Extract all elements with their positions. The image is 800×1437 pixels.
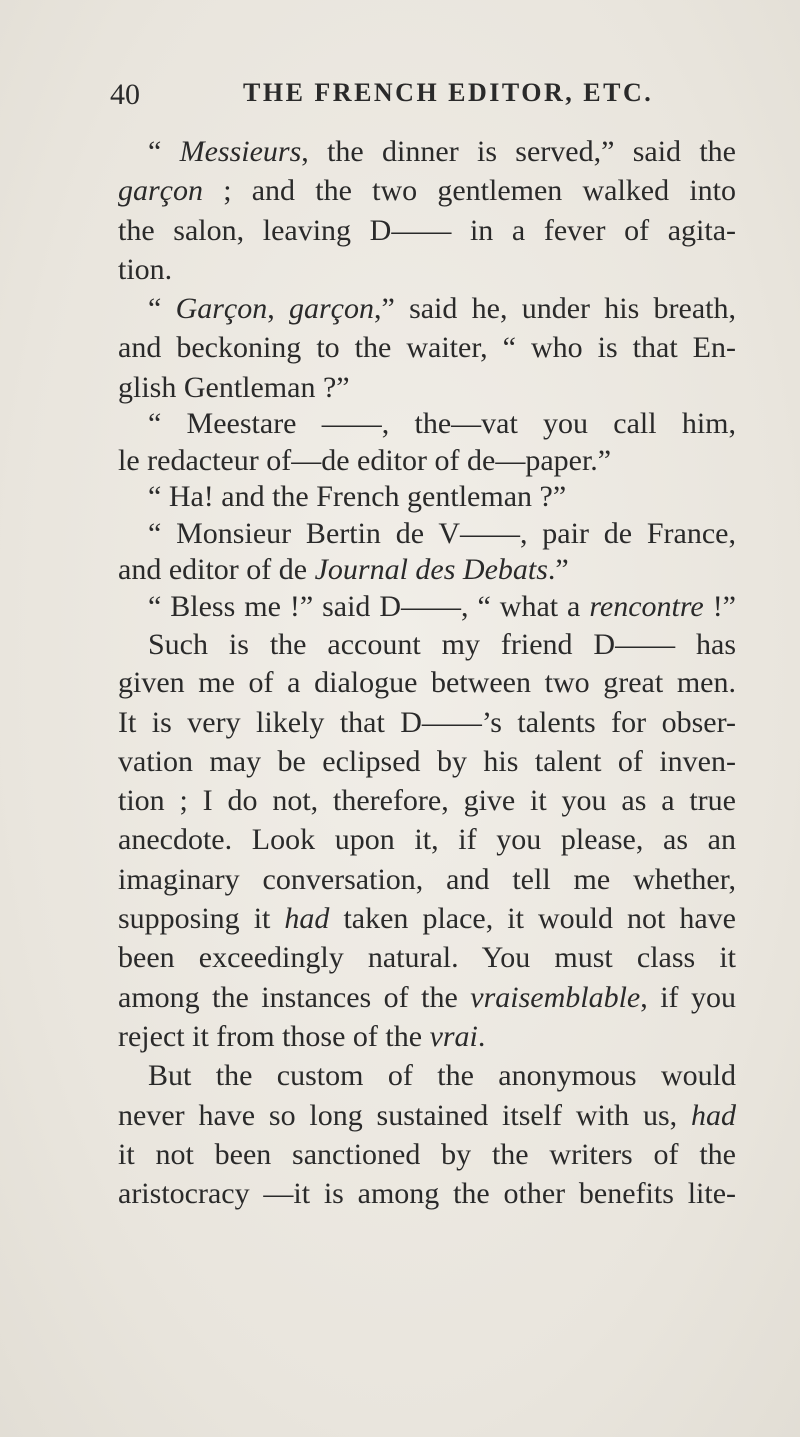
text-line: “ Ha! and the French gentleman ?” [148, 480, 567, 514]
page-header [110, 78, 750, 128]
text-line: le redacteur of—de editor of de—paper.” [118, 443, 612, 477]
text-line: aristocracy —it is among the other benefits lite- [118, 1177, 736, 1211]
text-line: “ Monsieur Bertin de V——, pair de France, [148, 516, 736, 550]
text-line: reject it from those of the vrai. [118, 1019, 486, 1053]
text-line: never have so long sustained itself with us, had [118, 1098, 736, 1132]
text-line: given me of a dialogue between two great men. [118, 666, 736, 700]
text-line: vation may be eclipsed by his talent of inven- [118, 744, 736, 778]
text-line: “ Garçon, garçon,” said he, under his breath, [148, 292, 736, 326]
text-line: the salon, leaving D—— in a fever of agita- [118, 213, 736, 247]
text-line: Such is the account my friend D—— has [148, 627, 736, 661]
text-line: been exceedingly natural. You must class it [118, 941, 736, 975]
text-line: garçon ; and the two gentlemen walked into [118, 174, 736, 208]
text-line: “ Bless me !” said D——, “ what a rencontre !” [148, 590, 736, 624]
text-line: “ Meestare ——, the—vat you call him, [148, 407, 736, 441]
page-number: 40 [110, 78, 140, 111]
text-line: among the instances of the vraisemblable, if you [118, 980, 736, 1014]
running-title: THE FRENCH EDITOR, ETC. [243, 78, 654, 107]
narration-block [118, 626, 736, 664]
text-line: and editor of de Journal des Debats.” [118, 553, 569, 587]
text-line: imaginary conversation, and tell me whether, [118, 862, 736, 896]
text-line: anecdote. Look upon it, if you please, as an [118, 823, 736, 857]
text-line: But the custom of the anonymous would [148, 1059, 736, 1093]
text-line: glish Gentleman ?” [118, 370, 350, 404]
text-line: “ Messieurs, the dinner is served,” said the [148, 135, 736, 168]
text-line: tion. [118, 252, 173, 286]
text-line: It is very likely that D——’s talents for obser- [118, 705, 736, 739]
text-line: it not been sanctioned by the writers of the [118, 1137, 736, 1171]
text-line: supposing it had taken place, it would not have [118, 902, 736, 936]
dialogue-block [118, 406, 736, 626]
text-line: tion ; I do not, therefore, give it you as a true [118, 784, 736, 818]
page-body [118, 132, 736, 1213]
text-line: and beckoning to the waiter, “ who is that En- [118, 331, 736, 365]
